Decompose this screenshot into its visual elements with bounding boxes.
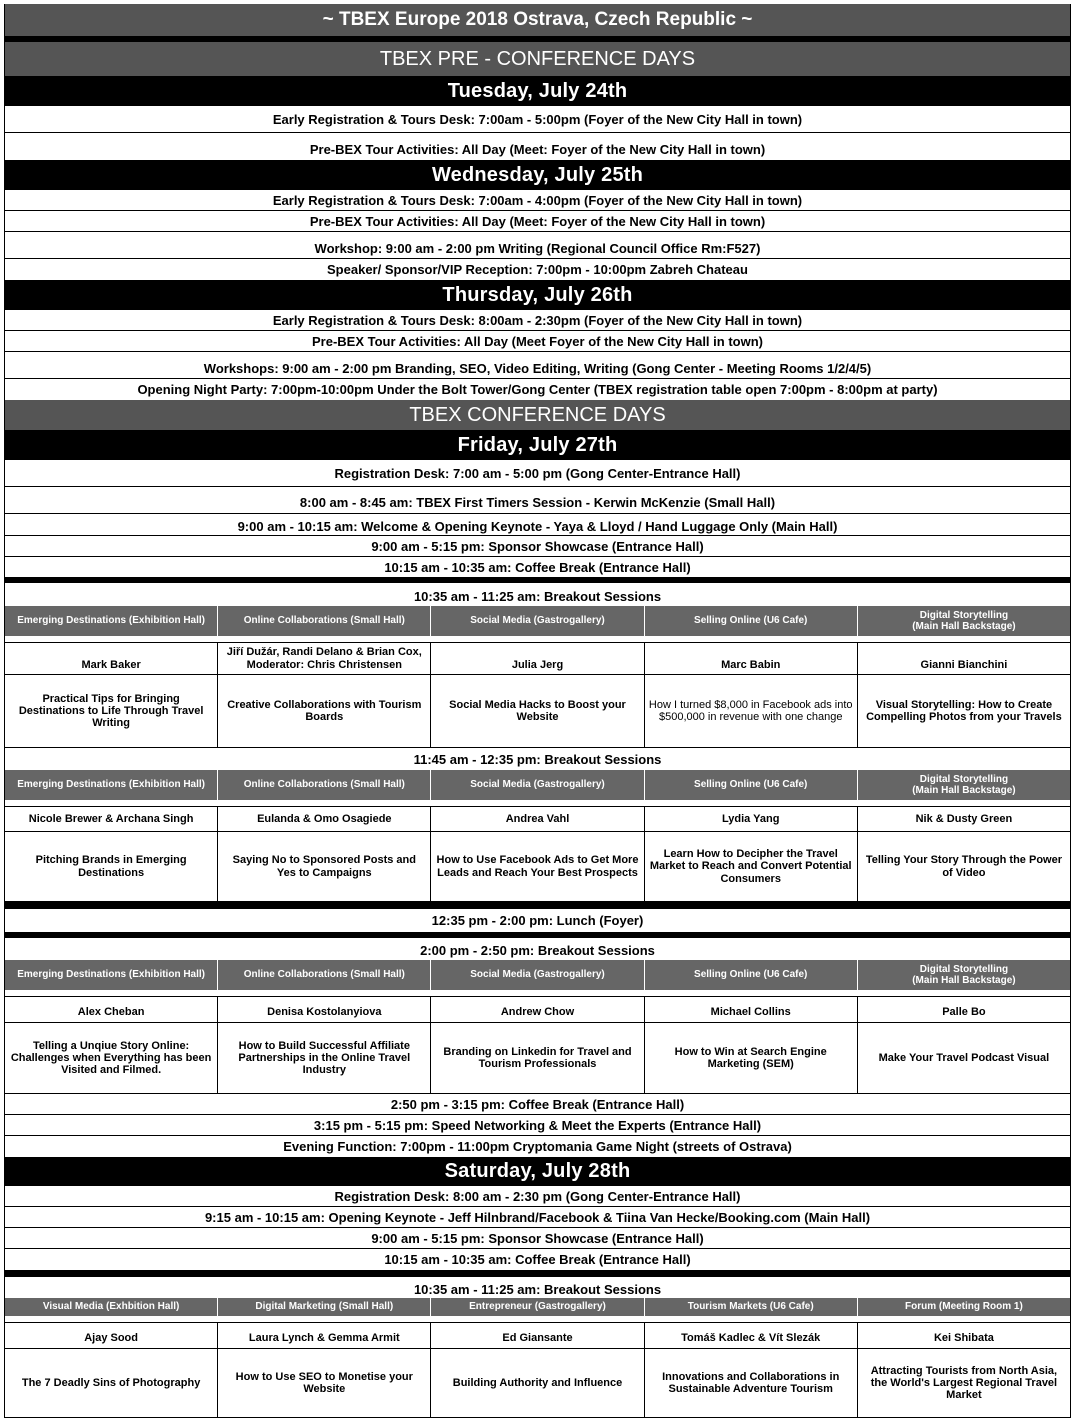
speaker: Lydia Yang xyxy=(645,807,858,832)
speaker: Ed Giansante xyxy=(431,1323,644,1349)
speaker: Palle Bo xyxy=(858,997,1070,1023)
speaker-row xyxy=(5,642,1070,675)
saturday-item: 9:15 am - 10:15 am: Opening Keynote - Jeff Hilnbrand/Facebook & Tiina Van Hecke/Booking.com (Main Hall) xyxy=(5,1207,1070,1228)
speaker-row xyxy=(5,1322,1070,1349)
wednesday-item: Speaker/ Sponsor/VIP Reception: 7:00pm - 10:00pm Zabreh Chateau xyxy=(327,262,748,277)
session-title: Saying No to Sponsored Posts and Yes to Campaigns xyxy=(218,832,431,902)
speaker: Tomáš Kadlec & Vít Slezák xyxy=(645,1323,858,1349)
speaker: Michael Collins xyxy=(645,997,858,1023)
tuesday-item: Early Registration & Tours Desk: 7:00am - 5:00pm (Foyer of the New City Hall in town) xyxy=(5,106,1070,133)
session-title: How to Win at Search Engine Marketing (SEM) xyxy=(645,1023,858,1094)
session-title: Creative Collaborations with Tourism Boards xyxy=(218,675,431,748)
session-title: Attracting Tourists from North Asia, the World's Largest Regional Travel Market xyxy=(858,1349,1070,1418)
track-header: Selling Online (U6 Cafe) xyxy=(645,770,858,800)
speaker: Nik & Dusty Green xyxy=(858,807,1070,832)
tuesday-item: Pre-BEX Tour Activities: All Day (Meet: Foyer of the New City Hall in town) xyxy=(309,142,766,157)
speaker: Laura Lynch & Gemma Armit xyxy=(218,1323,431,1349)
saturday-item: 10:15 am - 10:35 am: Coffee Break (Entrance Hall) xyxy=(384,1252,691,1267)
session-row xyxy=(5,1349,1070,1418)
friday-item: 9:00 am - 5:15 pm: Sponsor Showcase (Entrance Hall) xyxy=(5,536,1070,557)
session-row xyxy=(5,832,1070,902)
breakout-time: 10:35 am - 11:25 am: Breakout Sessions xyxy=(413,1281,662,1297)
speaker: Andrea Vahl xyxy=(431,807,644,832)
speaker: Gianni Bianchini xyxy=(858,643,1070,675)
speaker: Julia Jerg xyxy=(431,643,644,675)
friday-item: 9:00 am - 10:15 am: Welcome & Opening Keynote - Yaya & Lloyd / Hand Luggage Only (Main Hall) xyxy=(5,514,1070,536)
lunch-item: 12:35 pm - 2:00 pm: Lunch (Foyer) xyxy=(5,909,1070,933)
track-header: Emerging Destinations (Exhibition Hall) xyxy=(5,770,218,800)
wednesday-item: Workshop: 9:00 am - 2:00 pm Writing (Regional Council Office Rm:F527) xyxy=(5,232,1070,259)
track-header: Digital Storytelling (Main Hall Backstage) xyxy=(858,770,1070,800)
session-title: How I turned $8,000 in Facebook ads into $500,000 in revenue with one change xyxy=(645,675,858,748)
speaker-row xyxy=(5,996,1070,1023)
track-header-row xyxy=(5,606,1070,636)
track-header: Online Collaborations (Small Hall) xyxy=(218,960,431,990)
speaker: Eulanda & Omo Osagiede xyxy=(218,807,431,832)
friday-item: Registration Desk: 7:00 am - 5:00 pm (Gong Center-Entrance Hall) xyxy=(5,460,1070,487)
track-header: Tourism Markets (U6 Cafe) xyxy=(645,1298,858,1316)
speaker: Marc Babin xyxy=(645,643,858,675)
session-title: Visual Storytelling: How to Create Compelling Photos from your Travels xyxy=(858,675,1070,748)
breakout-time: 11:45 am - 12:35 pm: Breakout Sessions xyxy=(413,751,662,767)
track-header: Online Collaborations (Small Hall) xyxy=(218,770,431,800)
friday-item: 3:15 pm - 5:15 pm: Speed Networking & Meet the Experts (Entrance Hall) xyxy=(5,1115,1070,1136)
track-header-row xyxy=(5,770,1070,800)
speaker: Ajay Sood xyxy=(5,1323,218,1349)
track-header: Social Media (Gastrogallery) xyxy=(431,770,644,800)
speaker: Andrew Chow xyxy=(431,997,644,1023)
session-title: Building Authority and Influence xyxy=(431,1349,644,1418)
session-row xyxy=(5,1023,1070,1094)
session-title: The 7 Deadly Sins of Photography xyxy=(5,1349,218,1418)
friday-item: 10:15 am - 10:35 am: Coffee Break (Entrance Hall) xyxy=(384,559,691,575)
session-row xyxy=(5,675,1070,748)
friday-item: Evening Function: 7:00pm - 11:00pm Cryptomania Game Night (streets of Ostrava) xyxy=(283,1139,792,1154)
session-title: How to Use SEO to Monetise your Website xyxy=(218,1349,431,1418)
wednesday-heading: Wednesday, July 25th xyxy=(5,160,1070,190)
session-title: Social Media Hacks to Boost your Website xyxy=(431,675,644,748)
saturday-item: Registration Desk: 8:00 am - 2:30 pm (Gong Center-Entrance Hall) xyxy=(5,1186,1070,1207)
thursday-item: Workshops: 9:00 am - 2:00 pm Branding, SEO, Video Editing, Writing (Gong Center - Meeting Rooms 1/2/4/5) xyxy=(5,352,1070,379)
conference-header: TBEX CONFERENCE DAYS xyxy=(5,400,1070,430)
session-title: Telling Your Story Through the Power of Video xyxy=(858,832,1070,902)
track-header: Selling Online (U6 Cafe) xyxy=(645,606,858,636)
track-header: Selling Online (U6 Cafe) xyxy=(645,960,858,990)
track-header: Digital Marketing (Small Hall) xyxy=(218,1298,431,1316)
track-header: Digital Storytelling (Main Hall Backstage) xyxy=(858,960,1070,990)
thursday-heading: Thursday, July 26th xyxy=(5,280,1070,310)
session-title: How to Use Facebook Ads to Get More Leads and Reach Your Best Prospects xyxy=(431,832,644,902)
pre-conference-header: TBEX PRE - CONFERENCE DAYS xyxy=(5,42,1070,76)
session-title: How to Build Successful Affiliate Partnerships in the Online Travel Industry xyxy=(218,1023,431,1094)
track-header: Emerging Destinations (Exhibition Hall) xyxy=(5,606,218,636)
session-title: Pitching Brands in Emerging Destinations xyxy=(5,832,218,902)
friday-heading: Friday, July 27th xyxy=(5,430,1070,460)
thursday-item: Early Registration & Tours Desk: 8:00am - 2:30pm (Foyer of the New City Hall in town) xyxy=(5,310,1070,331)
session-title: Innovations and Collaborations in Sustainable Adventure Tourism xyxy=(645,1349,858,1418)
tuesday-heading: Tuesday, July 24th xyxy=(5,76,1070,106)
schedule-sheet xyxy=(4,4,1071,1418)
track-header: Social Media (Gastrogallery) xyxy=(431,606,644,636)
track-header: Online Collaborations (Small Hall) xyxy=(218,606,431,636)
session-title: Branding on Linkedin for Travel and Tourism Professionals xyxy=(431,1023,644,1094)
divider xyxy=(5,1270,1070,1277)
session-title: Telling a Unqiue Story Online: Challenges when Everything has been Visited and Filmed. xyxy=(5,1023,218,1094)
track-header: Social Media (Gastrogallery) xyxy=(431,960,644,990)
breakout-time: 10:35 am - 11:25 am: Breakout Sessions xyxy=(413,588,662,604)
session-title: Make Your Travel Podcast Visual xyxy=(858,1023,1070,1094)
track-header: Forum (Meeting Room 1) xyxy=(858,1298,1070,1316)
speaker: Kei Shibata xyxy=(858,1323,1070,1349)
track-header: Entrepreneur (Gastrogallery) xyxy=(431,1298,644,1316)
track-header: Visual Media (Exhbition Hall) xyxy=(5,1298,218,1316)
session-title: Learn How to Decipher the Travel Market to Reach and Convert Potential Consumers xyxy=(645,832,858,902)
saturday-heading: Saturday, July 28th xyxy=(5,1157,1070,1186)
track-header-row xyxy=(5,960,1070,990)
wednesday-item: Early Registration & Tours Desk: 7:00am - 4:00pm (Foyer of the New City Hall in town) xyxy=(5,190,1070,211)
speaker: Mark Baker xyxy=(5,643,218,675)
speaker: Alex Cheban xyxy=(5,997,218,1023)
friday-item: 8:00 am - 8:45 am: TBEX First Timers Session - Kerwin McKenzie (Small Hall) xyxy=(5,487,1070,514)
speaker-row xyxy=(5,806,1070,832)
page-title: ~ TBEX Europe 2018 Ostrava, Czech Republic ~ xyxy=(5,4,1070,36)
session-title: Practical Tips for Bringing Destinations to Life Through Travel Writing xyxy=(5,675,218,748)
divider xyxy=(5,902,1070,909)
track-header: Digital Storytelling (Main Hall Backstage) xyxy=(858,606,1070,636)
breakout-time: 2:00 pm - 2:50 pm: Breakout Sessions xyxy=(420,942,655,958)
track-header: Emerging Destinations (Exhibition Hall) xyxy=(5,960,218,990)
thursday-item: Pre-BEX Tour Activities: All Day (Meet Foyer of the New City Hall in town) xyxy=(5,331,1070,352)
track-header-row xyxy=(5,1298,1070,1316)
speaker: Denisa Kostolanyiova xyxy=(218,997,431,1023)
saturday-item: 9:00 am - 5:15 pm: Sponsor Showcase (Entrance Hall) xyxy=(5,1228,1070,1249)
friday-item: 2:50 pm - 3:15 pm: Coffee Break (Entrance Hall) xyxy=(5,1094,1070,1115)
wednesday-item: Pre-BEX Tour Activities: All Day (Meet: Foyer of the New City Hall in town) xyxy=(5,211,1070,232)
thursday-item: Opening Night Party: 7:00pm-10:00pm Under the Bolt Tower/Gong Center (TBEX registration table open 7:00pm - 8:00pm at party) xyxy=(137,382,938,397)
speaker: Nicole Brewer & Archana Singh xyxy=(5,807,218,832)
speaker: Jiří Dužár, Randi Delano & Brian Cox, Moderator: Chris Christensen xyxy=(218,643,431,675)
